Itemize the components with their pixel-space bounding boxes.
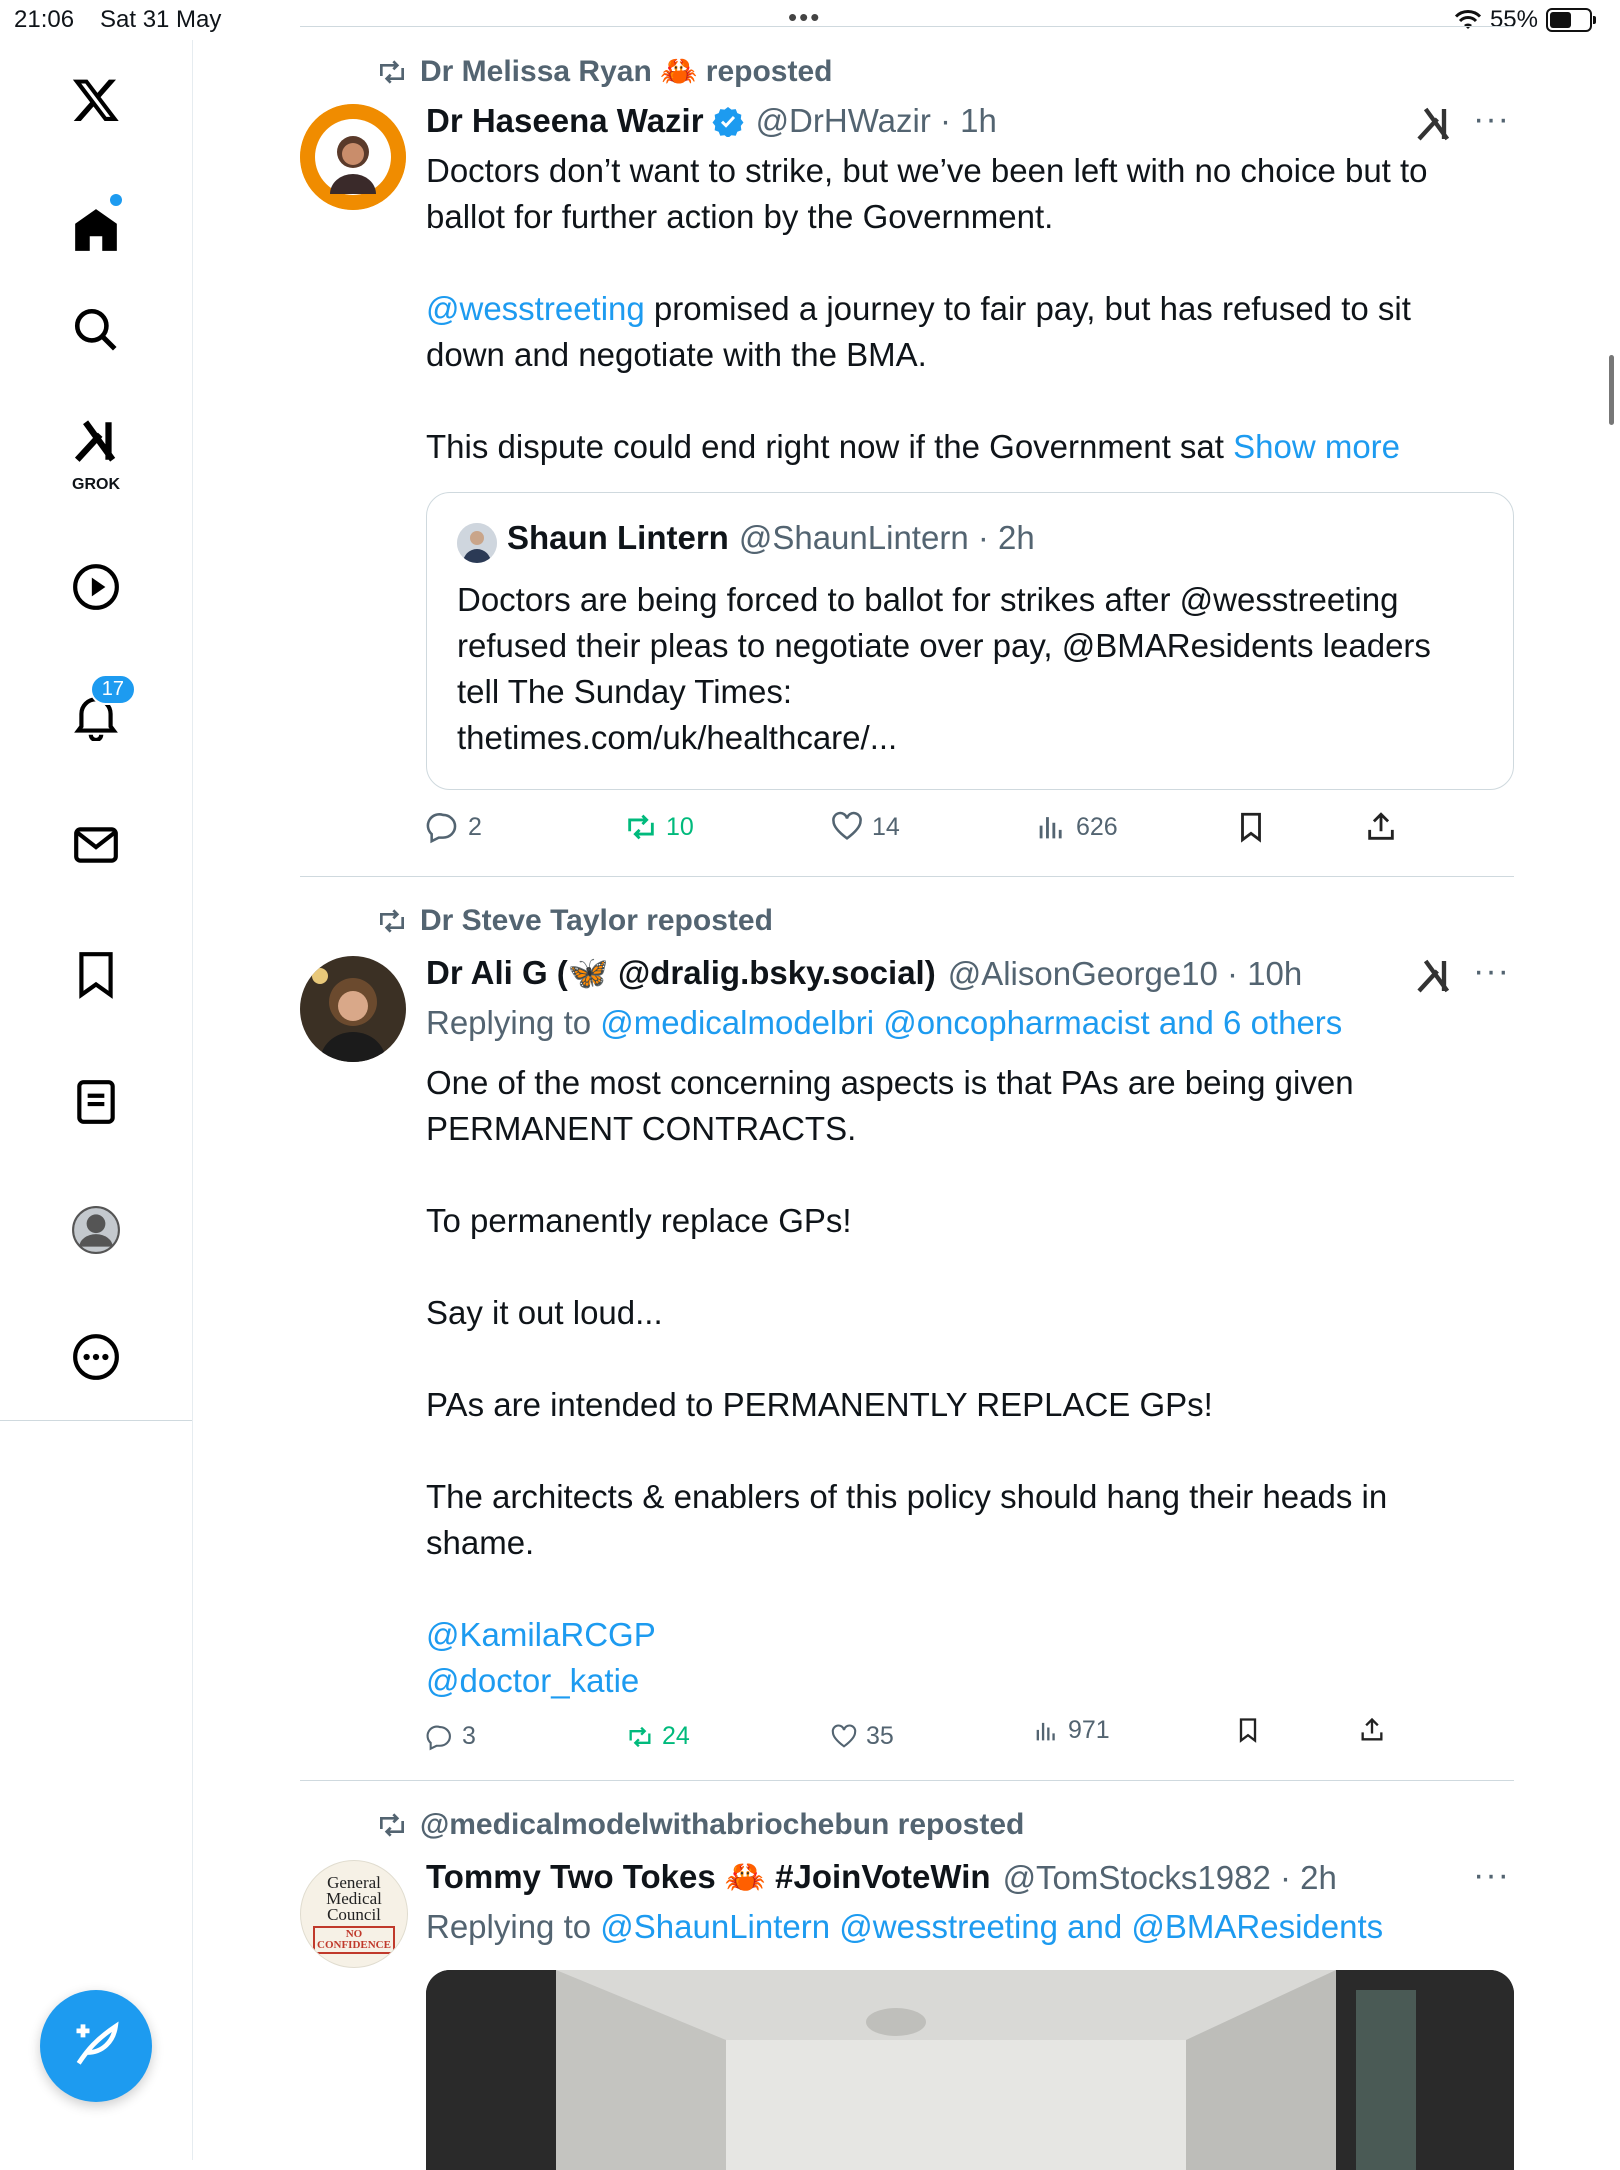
- avatar-text: Medical: [326, 1889, 382, 1908]
- replying-to-links[interactable]: @medicalmodelbri @oncopharmacist and 6 others: [600, 1004, 1343, 1041]
- share-icon: [1358, 1716, 1386, 1744]
- heart-icon: [830, 1723, 858, 1751]
- reply-button[interactable]: [426, 810, 482, 844]
- tweet-header: [426, 102, 1514, 140]
- grok-label: GROK: [72, 476, 120, 493]
- like-count: 14: [872, 812, 900, 841]
- author-name[interactable]: Dr Haseena Wazir: [426, 102, 704, 139]
- battery-percent: 55%: [1489, 6, 1538, 33]
- nav-grok[interactable]: [46, 400, 146, 500]
- quoted-avatar: [457, 523, 497, 563]
- play-icon: [71, 562, 121, 612]
- repost-by[interactable]: Dr Steve Taylor reposted: [420, 904, 773, 937]
- tweet-text-part: This dispute could end right now if the Government sat: [426, 428, 1234, 465]
- status-time: 21:06: [14, 6, 75, 33]
- tweet-text-part: promised a journey to fair pay, but has refused to sit down and negotiate with the BMA.: [426, 290, 1411, 373]
- author-handle[interactable]: @DrHWazir · 1h: [755, 102, 997, 139]
- like-button[interactable]: [830, 810, 900, 844]
- views-chart-icon: [1034, 810, 1068, 844]
- repost-button[interactable]: [624, 810, 694, 844]
- repost-by[interactable]: Dr Melissa Ryan 🦀 reposted: [420, 55, 833, 88]
- repost-count: 10: [666, 812, 694, 841]
- battery-fill: [1550, 12, 1571, 28]
- nav-bookmarks[interactable]: [46, 924, 146, 1024]
- avatar-text: General: [327, 1873, 381, 1892]
- bookmark-button[interactable]: [1234, 1716, 1262, 1744]
- bookmark-button[interactable]: [1234, 810, 1268, 844]
- repost-icon: [624, 810, 658, 844]
- quoted-header: [507, 519, 1035, 557]
- share-button[interactable]: [1358, 1716, 1386, 1744]
- reply-icon: [426, 810, 460, 844]
- mail-icon: [71, 820, 121, 870]
- avatar[interactable]: [300, 956, 406, 1062]
- author-handle[interactable]: @AlisonGeorge10 · 10h: [947, 954, 1303, 992]
- quoted-text: Doctors are being forced to ballot for strikes after @wesstreeting refused their pleas to negotiate over pay, @BMAResidents leaders tell The Sunday Times: thetimes.com/uk/healthcare/...: [457, 581, 1431, 756]
- tweet-text: [426, 148, 1514, 470]
- profile-avatar-icon: [71, 1205, 121, 1255]
- x-logo-icon: [71, 75, 121, 125]
- tweet[interactable]: [300, 50, 1514, 870]
- repost-button[interactable]: [626, 1722, 690, 1751]
- views-button[interactable]: [1032, 1716, 1110, 1745]
- quoted-author-name: Shaun Lintern: [507, 519, 729, 556]
- avatar-text: CONFIDENCE: [317, 1939, 391, 1951]
- media-thumbnail: [426, 1970, 1514, 2170]
- show-more-link[interactable]: Show more: [1233, 428, 1401, 465]
- quoted-avatar-image: [457, 523, 497, 563]
- like-button[interactable]: [830, 1722, 894, 1751]
- author-name[interactable]: Tommy Two Tokes 🦀 #JoinVoteWin: [426, 1858, 991, 1895]
- compose-post-button[interactable]: [40, 1990, 152, 2102]
- search-icon: [71, 305, 121, 355]
- mention-link[interactable]: @wesstreeting: [426, 290, 645, 327]
- reply-icon: [426, 1723, 454, 1751]
- battery-icon: [1546, 8, 1592, 32]
- grok-explain-icon[interactable]: [1414, 956, 1454, 996]
- repost-icon: [626, 1723, 654, 1751]
- share-icon: [1364, 810, 1398, 844]
- home-unread-dot: [110, 194, 122, 206]
- tweet-actions: [426, 1716, 1426, 1762]
- status-bar: [0, 0, 1620, 40]
- nav-lists[interactable]: [46, 1052, 146, 1152]
- nav-profile[interactable]: [46, 1180, 146, 1280]
- nav-notifications[interactable]: [46, 666, 146, 766]
- repost-indicator: [376, 54, 833, 89]
- replying-to: [426, 1908, 1383, 1946]
- no-confidence-stamp: [313, 1926, 395, 1954]
- tweet-text: One of the most concerning aspects is that PAs are being given PERMANENT CONTRACTS. To permanently replace GPs! Say it out loud... PAs are intended to PERMANENTLY REPLACE GPs! The architects & enablers of this policy should hang their heads in shame.: [426, 1064, 1388, 1561]
- avatar-text: Council: [327, 1905, 381, 1924]
- verified-badge-icon: [712, 105, 744, 137]
- quoted-author-handle: @ShaunLintern · 2h: [738, 519, 1035, 556]
- wifi-icon: [1454, 9, 1482, 31]
- like-count: 35: [866, 1722, 894, 1750]
- x-logo[interactable]: [46, 50, 146, 150]
- avatar-logo: [301, 1875, 407, 1954]
- sidebar: [0, 40, 193, 2160]
- avatar-image: [300, 104, 406, 210]
- tweet-header: [426, 954, 1514, 993]
- repost-icon: [376, 905, 408, 937]
- home-icon: [71, 205, 121, 255]
- multitasking-dots[interactable]: •••: [788, 2, 822, 32]
- share-button[interactable]: [1364, 810, 1398, 844]
- status-date: Sat 31 May: [100, 6, 222, 33]
- views-count: 971: [1068, 1716, 1110, 1744]
- bookmark-icon: [1234, 810, 1268, 844]
- author-handle[interactable]: @TomStocks1982 · 2h: [1002, 1858, 1337, 1896]
- heart-icon: [830, 810, 864, 844]
- nav-search[interactable]: [46, 280, 146, 380]
- reply-count: 3: [462, 1722, 476, 1750]
- repost-by[interactable]: @medicalmodelwithabriochebun reposted: [420, 1808, 1025, 1841]
- tweet-divider: [300, 1780, 1514, 1781]
- nav-video[interactable]: [46, 537, 146, 637]
- views-count: 626: [1076, 812, 1118, 841]
- avatar-image: [300, 956, 406, 1062]
- avatar[interactable]: [300, 1860, 408, 1968]
- nav-home[interactable]: [46, 180, 146, 280]
- repost-count: 24: [662, 1722, 690, 1750]
- views-button[interactable]: [1034, 810, 1118, 844]
- avatar[interactable]: [300, 104, 406, 210]
- avatar-text: NO: [345, 1928, 363, 1940]
- nav-more[interactable]: [46, 1307, 146, 1407]
- more-circle-icon: [71, 1332, 121, 1382]
- tweet[interactable]: [300, 1804, 1514, 2160]
- nav-messages[interactable]: [46, 795, 146, 895]
- bookmark-icon: [1234, 1716, 1262, 1744]
- sidebar-divider: [0, 1420, 192, 1421]
- tweet-media[interactable]: [426, 1970, 1514, 2170]
- replying-to: [426, 1004, 1342, 1042]
- repost-icon: [376, 1809, 408, 1841]
- repost-indicator: [376, 1808, 1024, 1842]
- views-chart-icon: [1032, 1717, 1060, 1745]
- scroll-indicator[interactable]: [1609, 355, 1614, 425]
- compose-feather-icon: [70, 2020, 122, 2072]
- reply-button[interactable]: [426, 1722, 476, 1751]
- repost-indicator: [376, 904, 773, 938]
- mention-links[interactable]: @KamilaRCGP @doctor_katie: [426, 1616, 656, 1699]
- status-right: [1454, 6, 1592, 34]
- notifications-badge: 17: [90, 674, 136, 705]
- grok-icon: [71, 416, 121, 466]
- list-icon: [71, 1077, 121, 1127]
- top-divider: [300, 26, 1514, 27]
- tweet-actions: [426, 810, 1426, 850]
- more-options-icon[interactable]: ···: [1473, 952, 1510, 990]
- tweet-text-part: Doctors don’t want to strike, but we’ve been left with no choice but to ballot for further action by the Government.: [426, 152, 1428, 235]
- replying-prefix: Replying to: [426, 1908, 601, 1945]
- replying-prefix: Replying to: [426, 1004, 601, 1041]
- repost-icon: [376, 56, 408, 88]
- more-options-icon[interactable]: ···: [1473, 100, 1510, 138]
- tweet[interactable]: [300, 900, 1514, 1770]
- more-options-icon[interactable]: ···: [1473, 1856, 1510, 1894]
- author-name[interactable]: Dr Ali G (🦋 @dralig.bsky.social): [426, 954, 936, 991]
- replying-to-links[interactable]: @ShaunLintern @wesstreeting and @BMAResidents: [600, 1908, 1384, 1945]
- tweet-divider: [300, 876, 1514, 877]
- quoted-tweet[interactable]: [426, 492, 1514, 790]
- grok-explain-icon[interactable]: [1414, 104, 1454, 144]
- tweet-header: [426, 1858, 1514, 1897]
- reply-count: 2: [468, 812, 482, 841]
- bookmark-icon: [71, 949, 121, 999]
